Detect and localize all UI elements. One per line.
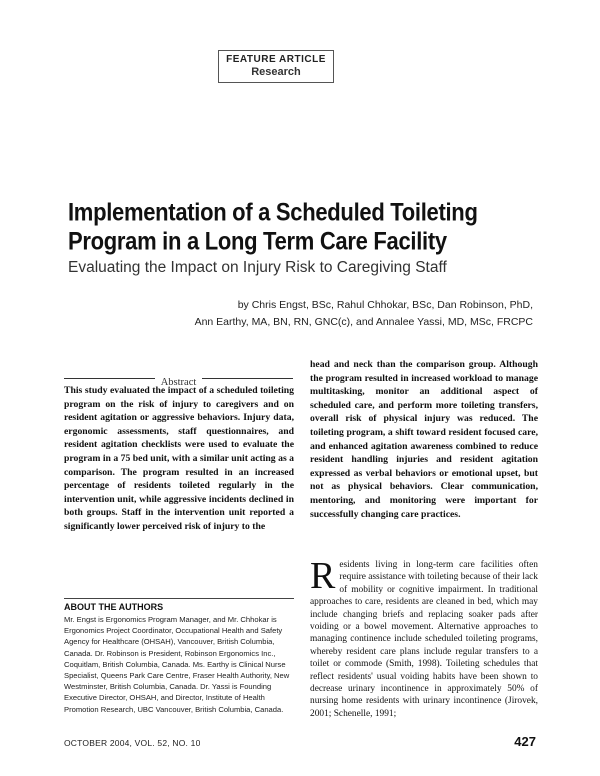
abstract-part-2: head and neck than the comparison group. Although the program resulted in increased workload to manage multitasking, monitor an additional aspect of scheduled care, and perform more toileting transfers, overall risk of physical injury was reduced. The toileting program, a shift toward resident focused care, and enhanced agitation awareness combined to reduce resident handling injuries and resident agitation expressed as verbal behaviors or emotional upset, but not as physical behaviors. Clear communication, mentoring, and monitoring were important for successfully changing care practices. [310, 359, 538, 520]
abstract-heading-text: Abstract [155, 377, 203, 388]
body-paragraph-text: esidents living in long-term care facilities often require assistance with toileting because of their lack of mobility or cognitive impairment. In traditional approaches to care, residents are cleaned in bed, which may include changing briefs and replacing soaker pads after voiding or a bowel movement. Alternative approaches to managing continence include scheduled toileting programs, whereby resident care plans include regular transfers to a toilet or commode (Smith, 1998). Toileting schedules that reflect residents' usual voiding habits have been shown to decrease urinary incontinence in approximately 50% of nursing home residents with urinary incontinence (Jirovek, 2001; Schenelle, 1991; [310, 560, 538, 719]
about-authors-heading: ABOUT THE AUTHORS [64, 602, 164, 612]
about-divider [64, 598, 294, 599]
article-title: Implementation of a Scheduled Toileting Program in a Long Term Care Facility [68, 198, 478, 256]
abstract-part-1: This study evaluated the impact of a scheduled toileting program on the risk of injury to caregivers and on resident agitation or aggressive behaviors. Injury data, ergonomic assessments, staff questionnaires, and resident agitation checklists were used to evaluate the program in a 75 bed unit, with a similar unit acting as a comparison. The program resulted in an increased percentage of residents toileted regularly in the intervention unit, while aggressive incidents declined in both groups. Staff in the intervention unit reported a significantly lower perceived risk of injury to the [64, 385, 294, 532]
feature-label: FEATURE ARTICLE [226, 54, 326, 65]
article-subtitle: Evaluating the Impact on Injury Risk to Caregiving Staff [68, 259, 447, 276]
section-label: Research [251, 66, 301, 78]
body-paragraph [310, 555, 538, 720]
about-authors-text: Mr. Engst is Ergonomics Program Manager, and Mr. Chhokar is Ergonomics Project Coordinator, Occupational Health and Safety Agency for Healthcare (OHSAH), Vancouver, British Columbia, Canada. Dr. Robinson is President, Robinson Ergonomics Inc., Coquitlam, British Columbia, Canada. Ms. Earthy is Clinical Nurse Specialist, Queens Park Care Centre, Fraser Health Authority, New Westminster, British Columbia, Canada. Dr. Yassi is Founding Executive Director, OHSAH, and Director, Institute of Health Promotion Research, UBC Vancouver, British Columbia, Canada. [64, 615, 290, 714]
feature-article-box [218, 50, 334, 83]
journal-issue: OCTOBER 2004, VOL. 52, NO. 10 [64, 738, 201, 748]
author-line-1: by Chris Engst, BSc, Rahul Chhokar, BSc, Dan Robinson, PhD, [237, 299, 533, 311]
drop-cap: R [310, 555, 336, 597]
author-line-2: Ann Earthy, MA, BN, RN, GNC(c), and Annalee Yassi, MD, MSc, FRCPC [194, 316, 533, 328]
author-byline [195, 297, 533, 331]
page-number: 427 [514, 734, 536, 749]
